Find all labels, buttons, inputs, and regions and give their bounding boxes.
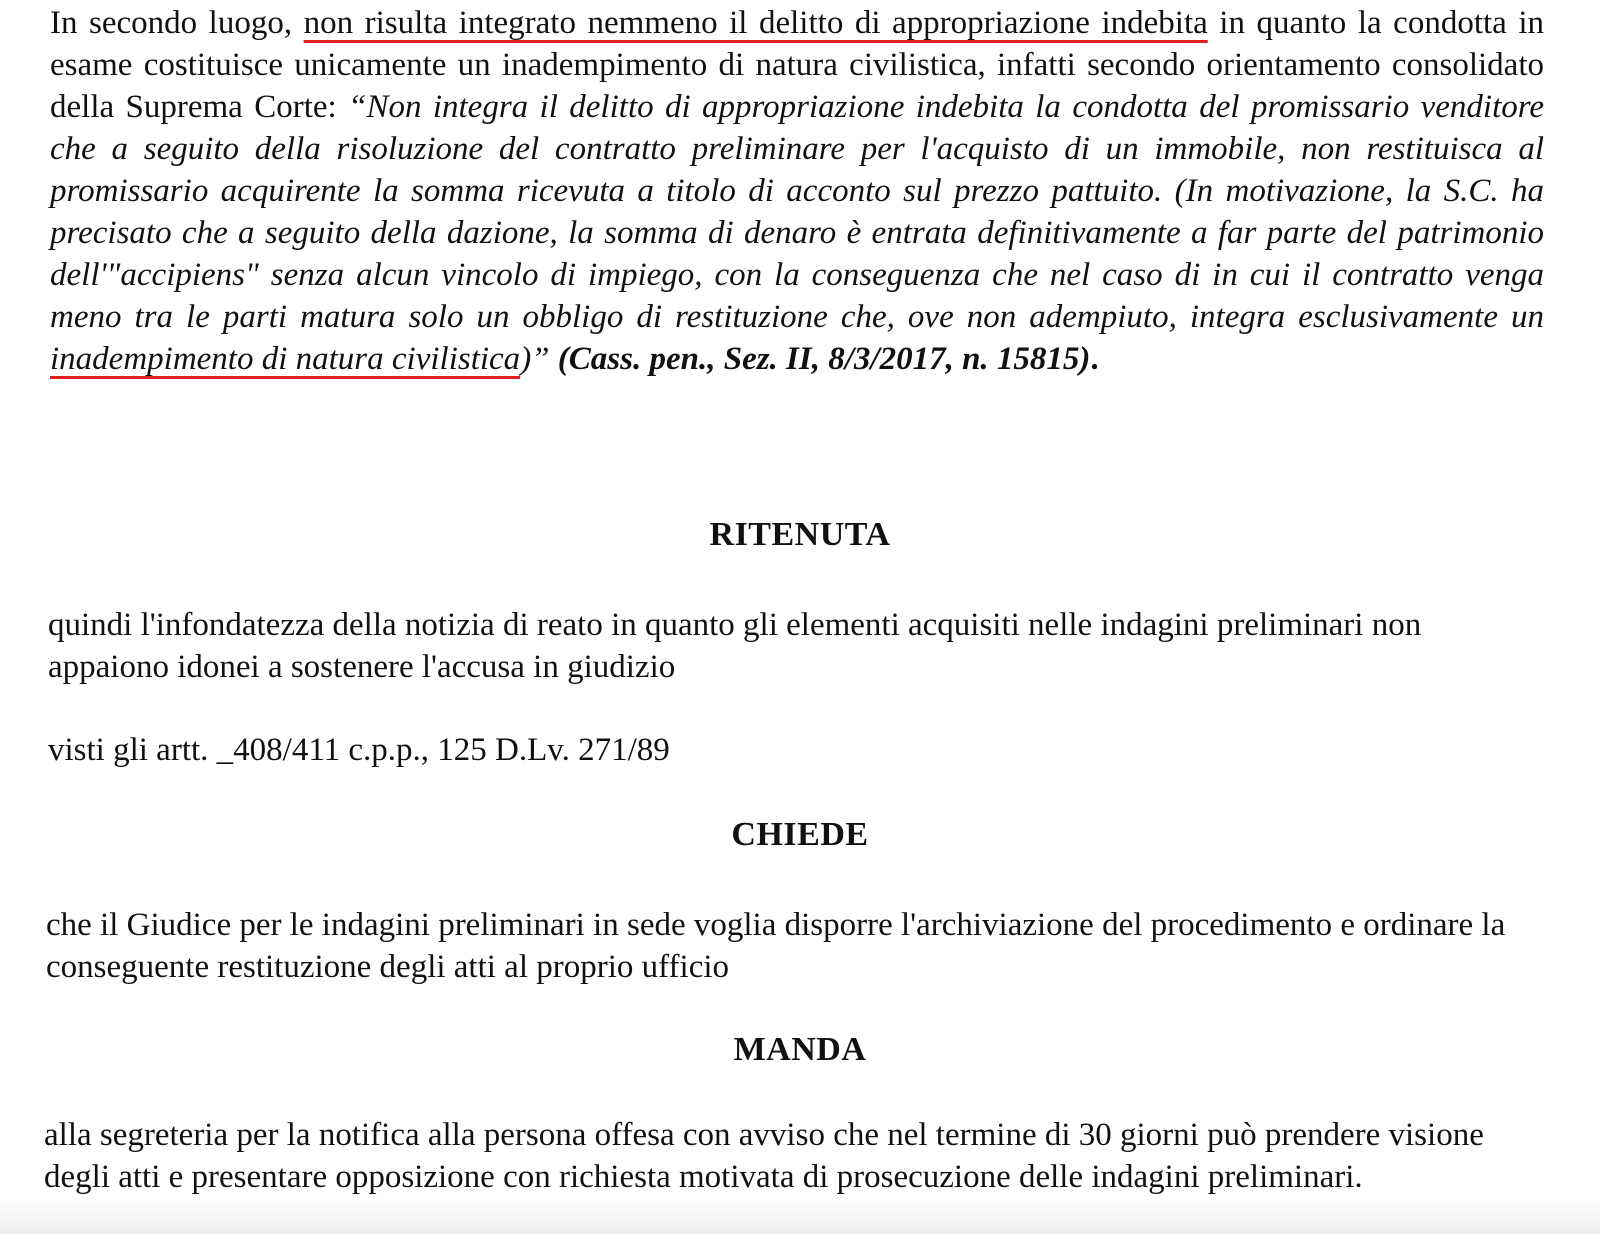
chiede-paragraph: che il Giudice per le indagini preliminari in sede voglia disporre l'archiviazione del procedimento e ordinare la conseguente restituzione degli atti al proprio ufficio bbox=[46, 907, 1506, 985]
case-citation: (Cass. pen., Sez. II, 8/3/2017, n. 15815) bbox=[557, 341, 1091, 377]
manda-paragraph: alla segreteria per la notifica alla persona offesa con avviso che nel termine di 30 giorni può prendere visione degli atti e presentare opposizione con richiesta motivata di prosecuzione delle indagini preliminari. bbox=[44, 1117, 1484, 1195]
highlighted-phrase-inadempimento: inadempimento di natura civilistica bbox=[50, 341, 521, 377]
heading-chiede: CHIEDE bbox=[731, 816, 869, 853]
ritenuta-paragraph: quindi l'infondatezza della notizia di reato in quanto gli elementi acquisiti nelle indagini preliminari non appaiono idonei a sostenere l'accusa in giudizio bbox=[48, 607, 1422, 685]
highlighted-phrase-appropriazione: non risulta integrato nemmeno il delitto di appropriazione indebita bbox=[303, 5, 1208, 41]
intro-text: In secondo luogo, bbox=[50, 5, 304, 41]
visti-paragraph: visti gli artt. _408/411 c.p.p., 125 D.Lv. 271/89 bbox=[48, 732, 670, 768]
citation-period: . bbox=[1090, 341, 1099, 377]
intro-text-continued: in quanto la condotta in esame costituisce unicamente un inadempimento di natura civilistica, infatti secondo orientamento consolidato della Suprema Corte: bbox=[50, 5, 1544, 125]
case-law-quote: “Non integra il delitto di appropriazione indebita la condotta del promissario venditore che a seguito della risoluzione del contratto preliminare per l'acquisto di un immobile, non restituisca al promissario acquirente la somma ricevuta a titolo di acconto sul prezzo pattuito. (In motivazione, la S.C. ha precisato che a seguito della dazione, la somma di denaro è entrata definitivamente a far parte del patrimonio dell'"accipiens" senza alcun vincolo di impiego, con la conseguenza che nel caso di in cui il contratto venga meno tra le parti matura solo un obbligo di restituzione che, ove non adempiuto, integra esclusivamente un bbox=[50, 89, 1544, 335]
quote-closing: )” bbox=[520, 341, 558, 377]
heading-ritenuta: RITENUTA bbox=[709, 516, 891, 553]
bottom-fade bbox=[0, 1196, 1600, 1234]
heading-manda: MANDA bbox=[733, 1031, 867, 1068]
intro-paragraph bbox=[50, 2, 1544, 380]
